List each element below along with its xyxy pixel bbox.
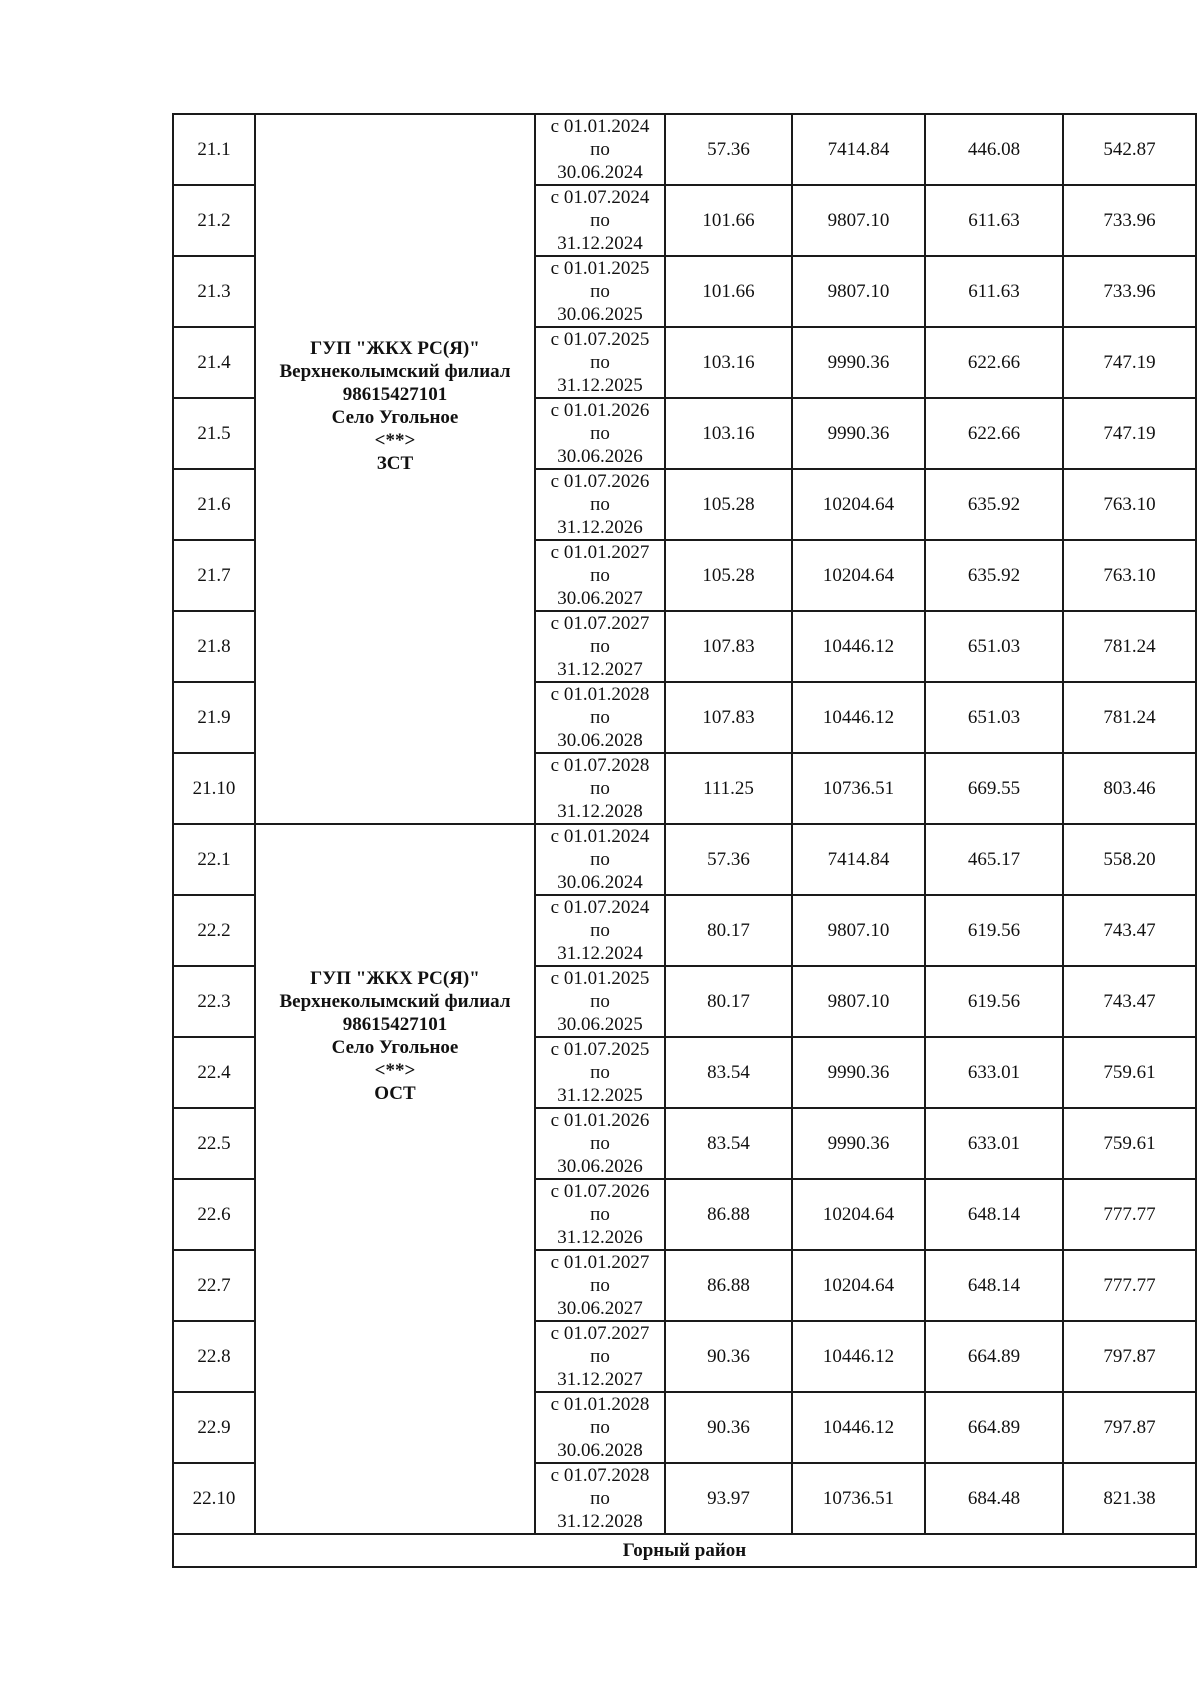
- row-number: 22.9: [173, 1392, 255, 1463]
- period-po: по: [590, 1062, 610, 1083]
- value-col-1: 90.36: [665, 1392, 792, 1463]
- organization-line: Верхнеколымский филиал: [279, 991, 511, 1012]
- period-from: с 01.01.2028: [550, 684, 650, 705]
- value-col-1: 86.88: [665, 1250, 792, 1321]
- period-po: по: [590, 707, 610, 728]
- period-po: по: [590, 565, 610, 586]
- table-row: [173, 824, 1196, 895]
- period-po: по: [590, 920, 610, 941]
- period-from: с 01.01.2028: [550, 1394, 650, 1415]
- value-col-3: 611.63: [925, 256, 1063, 327]
- value-col-2: 10446.12: [792, 682, 925, 753]
- period-po: по: [590, 352, 610, 373]
- period-cell: [535, 1179, 665, 1250]
- section-heading: Горный район: [173, 1534, 1196, 1567]
- row-number: 21.6: [173, 469, 255, 540]
- organization-line: Верхнеколымский филиал: [279, 361, 511, 382]
- row-number: 22.3: [173, 966, 255, 1037]
- table-row: [173, 114, 1196, 185]
- value-col-2: 10446.12: [792, 1321, 925, 1392]
- period-to: 30.06.2028: [557, 1440, 643, 1461]
- period-from: с 01.01.2025: [550, 258, 650, 279]
- value-col-1: 107.83: [665, 682, 792, 753]
- value-col-3: 611.63: [925, 185, 1063, 256]
- period-to: 31.12.2027: [557, 659, 643, 680]
- value-col-2: 10204.64: [792, 540, 925, 611]
- period-cell: [535, 682, 665, 753]
- period-cell: [535, 469, 665, 540]
- value-col-2: 9807.10: [792, 185, 925, 256]
- value-col-3: 619.56: [925, 895, 1063, 966]
- period-from: с 01.01.2026: [550, 400, 650, 421]
- period-to: 31.12.2026: [557, 517, 643, 538]
- value-col-4: 803.46: [1063, 753, 1196, 824]
- period-po: по: [590, 636, 610, 657]
- period-to: 30.06.2028: [557, 730, 643, 751]
- value-col-1: 57.36: [665, 114, 792, 185]
- row-number: 21.3: [173, 256, 255, 327]
- period-to: 31.12.2028: [557, 1511, 643, 1532]
- value-col-4: 797.87: [1063, 1321, 1196, 1392]
- period-cell: [535, 114, 665, 185]
- period-from: с 01.07.2027: [550, 1323, 650, 1344]
- period-to: 30.06.2025: [557, 304, 643, 325]
- value-col-4: 763.10: [1063, 540, 1196, 611]
- organization-line: ОСТ: [374, 1083, 416, 1104]
- period-po: по: [590, 1488, 610, 1509]
- value-col-4: 733.96: [1063, 185, 1196, 256]
- value-col-4: 558.20: [1063, 824, 1196, 895]
- period-po: по: [590, 991, 610, 1012]
- period-cell: [535, 185, 665, 256]
- value-col-1: 86.88: [665, 1179, 792, 1250]
- value-col-1: 105.28: [665, 540, 792, 611]
- period-cell: [535, 1392, 665, 1463]
- value-col-4: 759.61: [1063, 1108, 1196, 1179]
- row-number: 21.10: [173, 753, 255, 824]
- value-col-3: 635.92: [925, 469, 1063, 540]
- value-col-3: 633.01: [925, 1037, 1063, 1108]
- value-col-1: 93.97: [665, 1463, 792, 1534]
- row-number: 22.1: [173, 824, 255, 895]
- period-from: с 01.07.2026: [550, 471, 650, 492]
- value-col-4: 781.24: [1063, 611, 1196, 682]
- period-po: по: [590, 494, 610, 515]
- period-to: 31.12.2024: [557, 943, 643, 964]
- value-col-3: 648.14: [925, 1250, 1063, 1321]
- period-from: с 01.01.2027: [550, 542, 650, 563]
- value-col-2: 9990.36: [792, 327, 925, 398]
- value-col-2: 9807.10: [792, 895, 925, 966]
- period-from: с 01.07.2028: [550, 755, 650, 776]
- value-col-1: 101.66: [665, 185, 792, 256]
- value-col-4: 747.19: [1063, 327, 1196, 398]
- value-col-4: 542.87: [1063, 114, 1196, 185]
- value-col-4: 781.24: [1063, 682, 1196, 753]
- value-col-1: 107.83: [665, 611, 792, 682]
- period-po: по: [590, 423, 610, 444]
- value-col-1: 101.66: [665, 256, 792, 327]
- value-col-3: 684.48: [925, 1463, 1063, 1534]
- value-col-4: 759.61: [1063, 1037, 1196, 1108]
- value-col-3: 651.03: [925, 611, 1063, 682]
- period-from: с 01.07.2026: [550, 1181, 650, 1202]
- period-from: с 01.07.2025: [550, 1039, 650, 1060]
- row-number: 22.8: [173, 1321, 255, 1392]
- row-number: 21.2: [173, 185, 255, 256]
- value-col-2: 10204.64: [792, 469, 925, 540]
- period-to: 30.06.2027: [557, 1298, 643, 1319]
- organization-line: ГУП "ЖКХ РС(Я)": [310, 968, 480, 989]
- period-from: с 01.07.2024: [550, 187, 650, 208]
- row-number: 22.4: [173, 1037, 255, 1108]
- value-col-3: 664.89: [925, 1392, 1063, 1463]
- period-to: 30.06.2026: [557, 1156, 643, 1177]
- value-col-1: 83.54: [665, 1037, 792, 1108]
- value-col-2: 10736.51: [792, 753, 925, 824]
- value-col-2: 9990.36: [792, 1037, 925, 1108]
- period-cell: [535, 1037, 665, 1108]
- tariff-table: [172, 113, 1197, 1568]
- row-number: 22.6: [173, 1179, 255, 1250]
- value-col-2: 10736.51: [792, 1463, 925, 1534]
- period-po: по: [590, 281, 610, 302]
- period-to: 30.06.2027: [557, 588, 643, 609]
- period-to: 31.12.2024: [557, 233, 643, 254]
- value-col-4: 821.38: [1063, 1463, 1196, 1534]
- value-col-3: 633.01: [925, 1108, 1063, 1179]
- period-to: 30.06.2024: [557, 872, 643, 893]
- value-col-4: 797.87: [1063, 1392, 1196, 1463]
- value-col-4: 777.77: [1063, 1179, 1196, 1250]
- value-col-4: 743.47: [1063, 966, 1196, 1037]
- value-col-2: 7414.84: [792, 824, 925, 895]
- period-from: с 01.07.2024: [550, 897, 650, 918]
- organization-line: <**>: [374, 1060, 416, 1081]
- value-col-3: 622.66: [925, 327, 1063, 398]
- value-col-1: 103.16: [665, 398, 792, 469]
- row-number: 21.7: [173, 540, 255, 611]
- value-col-3: 446.08: [925, 114, 1063, 185]
- organization-cell: [255, 824, 535, 1534]
- period-cell: [535, 753, 665, 824]
- period-from: с 01.07.2028: [550, 1465, 650, 1486]
- period-to: 31.12.2027: [557, 1369, 643, 1390]
- value-col-1: 103.16: [665, 327, 792, 398]
- value-col-2: 10446.12: [792, 1392, 925, 1463]
- value-col-3: 619.56: [925, 966, 1063, 1037]
- row-number: 21.8: [173, 611, 255, 682]
- period-po: по: [590, 1346, 610, 1367]
- period-cell: [535, 327, 665, 398]
- value-col-1: 80.17: [665, 895, 792, 966]
- period-from: с 01.01.2024: [550, 116, 650, 137]
- section-row: [173, 1534, 1196, 1567]
- period-to: 30.06.2024: [557, 162, 643, 183]
- period-po: по: [590, 1417, 610, 1438]
- value-col-3: 648.14: [925, 1179, 1063, 1250]
- organization-line: Село Угольное: [331, 1037, 459, 1058]
- period-from: с 01.01.2026: [550, 1110, 650, 1131]
- period-cell: [535, 1250, 665, 1321]
- value-col-1: 83.54: [665, 1108, 792, 1179]
- value-col-4: 743.47: [1063, 895, 1196, 966]
- value-col-2: 9990.36: [792, 398, 925, 469]
- period-cell: [535, 1321, 665, 1392]
- value-col-2: 10204.64: [792, 1250, 925, 1321]
- period-cell: [535, 540, 665, 611]
- period-from: с 01.01.2024: [550, 826, 650, 847]
- value-col-3: 664.89: [925, 1321, 1063, 1392]
- value-col-3: 465.17: [925, 824, 1063, 895]
- period-cell: [535, 398, 665, 469]
- value-col-2: 10446.12: [792, 611, 925, 682]
- period-cell: [535, 895, 665, 966]
- value-col-1: 90.36: [665, 1321, 792, 1392]
- organization-line: 98615427101: [342, 1014, 448, 1035]
- value-col-2: 9807.10: [792, 966, 925, 1037]
- period-cell: [535, 966, 665, 1037]
- period-to: 31.12.2028: [557, 801, 643, 822]
- organization-cell: [255, 114, 535, 824]
- organization-line: ГУП "ЖКХ РС(Я)": [310, 338, 480, 359]
- organization-line: Село Угольное: [331, 407, 459, 428]
- row-number: 21.4: [173, 327, 255, 398]
- value-col-3: 622.66: [925, 398, 1063, 469]
- period-po: по: [590, 778, 610, 799]
- value-col-4: 733.96: [1063, 256, 1196, 327]
- period-to: 31.12.2026: [557, 1227, 643, 1248]
- period-cell: [535, 256, 665, 327]
- period-po: по: [590, 1275, 610, 1296]
- value-col-3: 651.03: [925, 682, 1063, 753]
- value-col-4: 747.19: [1063, 398, 1196, 469]
- period-cell: [535, 1463, 665, 1534]
- row-number: 21.5: [173, 398, 255, 469]
- value-col-2: 9807.10: [792, 256, 925, 327]
- value-col-1: 111.25: [665, 753, 792, 824]
- row-number: 22.2: [173, 895, 255, 966]
- period-to: 31.12.2025: [557, 375, 643, 396]
- period-to: 31.12.2025: [557, 1085, 643, 1106]
- period-cell: [535, 611, 665, 682]
- period-to: 30.06.2026: [557, 446, 643, 467]
- value-col-1: 57.36: [665, 824, 792, 895]
- value-col-1: 80.17: [665, 966, 792, 1037]
- row-number: 21.9: [173, 682, 255, 753]
- value-col-3: 669.55: [925, 753, 1063, 824]
- period-po: по: [590, 139, 610, 160]
- value-col-4: 763.10: [1063, 469, 1196, 540]
- organization-line: <**>: [374, 430, 416, 451]
- organization-line: 98615427101: [342, 384, 448, 405]
- value-col-2: 7414.84: [792, 114, 925, 185]
- period-from: с 01.01.2025: [550, 968, 650, 989]
- period-from: с 01.01.2027: [550, 1252, 650, 1273]
- period-to: 30.06.2025: [557, 1014, 643, 1035]
- row-number: 22.10: [173, 1463, 255, 1534]
- value-col-2: 10204.64: [792, 1179, 925, 1250]
- value-col-2: 9990.36: [792, 1108, 925, 1179]
- value-col-4: 777.77: [1063, 1250, 1196, 1321]
- period-from: с 01.07.2025: [550, 329, 650, 350]
- period-po: по: [590, 210, 610, 231]
- value-col-3: 635.92: [925, 540, 1063, 611]
- organization-line: ЗСТ: [376, 453, 414, 474]
- value-col-1: 105.28: [665, 469, 792, 540]
- period-cell: [535, 1108, 665, 1179]
- period-po: по: [590, 1204, 610, 1225]
- period-from: с 01.07.2027: [550, 613, 650, 634]
- period-cell: [535, 824, 665, 895]
- period-po: по: [590, 1133, 610, 1154]
- row-number: 22.7: [173, 1250, 255, 1321]
- period-po: по: [590, 849, 610, 870]
- row-number: 22.5: [173, 1108, 255, 1179]
- row-number: 21.1: [173, 114, 255, 185]
